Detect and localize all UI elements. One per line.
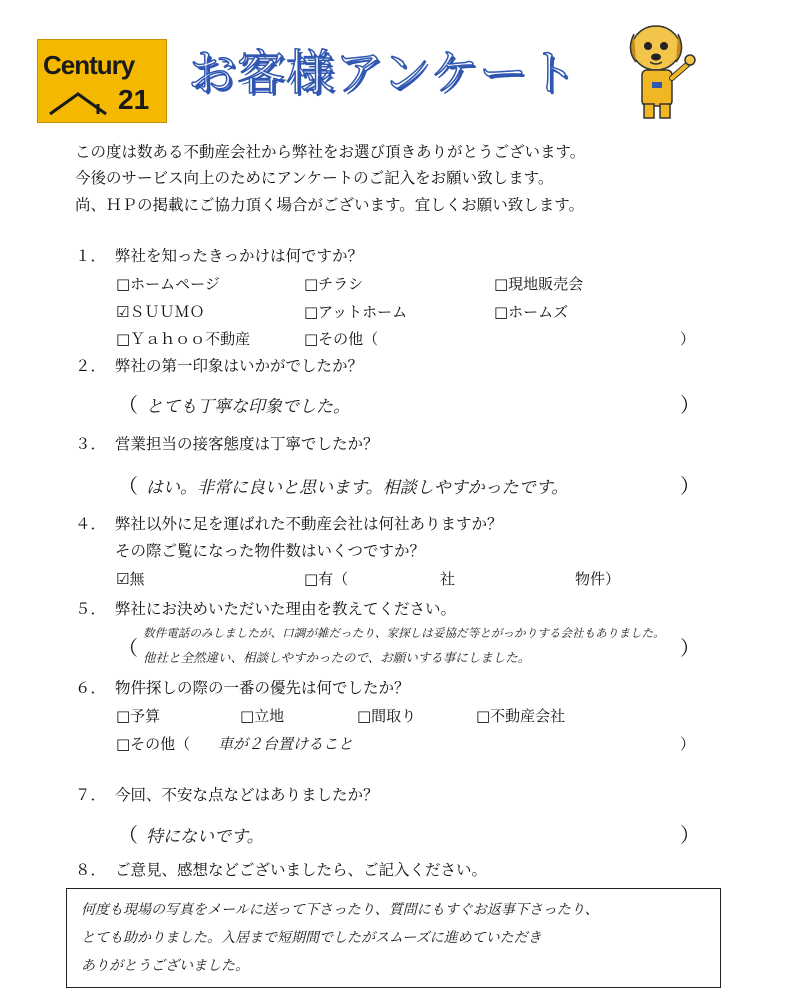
- answer-q2: とても丁寧な印象でした。: [146, 397, 350, 417]
- answer-q6: 車が２台置けること: [218, 735, 354, 753]
- logo-number: 21: [118, 84, 150, 115]
- house-roof-icon: [48, 86, 118, 116]
- question-4-sub: その際ご覧になった物件数はいくつですか？: [115, 542, 426, 560]
- intro-line-3: 尚、ＨＰの掲載にご協力頂く場合がございます。宜しくお願い致します。: [75, 196, 585, 214]
- option-other-close: ）: [680, 735, 696, 753]
- option-yahoo[interactable]: □Ｙａｈｏｏ不動産: [116, 330, 251, 348]
- answer-q5-line-2: 他社と全然違い、相談しやすかったので、お願いする事にしました。: [143, 650, 531, 665]
- question-2: [75, 354, 363, 376]
- comment-box[interactable]: [66, 888, 721, 988]
- question-8: [75, 858, 487, 880]
- answer-open-paren: （: [118, 823, 138, 847]
- answer-q7: 特にないです。: [146, 827, 264, 847]
- question-text: ご意見、感想などございましたら、ご記入ください。: [115, 861, 488, 879]
- option-open-house[interactable]: □現地販売会: [494, 275, 584, 293]
- option-location[interactable]: □立地: [240, 707, 285, 725]
- answer-q3: はい。非常に良いと思います。相談しやすかったです。: [146, 478, 569, 498]
- answer-close-paren: ）: [680, 474, 700, 498]
- question-number: ８．: [75, 861, 107, 879]
- option-floorplan[interactable]: □間取り: [357, 707, 417, 725]
- mascot-dog-icon: [622, 20, 714, 122]
- comment-line-3: ありがとうございました。: [81, 958, 249, 974]
- comment-line-2: とても助かりました。入居まで短期間でしたがスムーズに進めていただき: [81, 930, 542, 946]
- option-other[interactable]: □その他（: [304, 330, 379, 348]
- option-other-close: ）: [680, 330, 696, 348]
- answer-open-paren: （: [118, 636, 138, 660]
- question-text: 営業担当の接客態度は丁寧でしたか？: [115, 435, 379, 453]
- question-number: １．: [75, 247, 107, 265]
- question-text: 弊社を知ったきっかけは何ですか？: [115, 247, 364, 265]
- question-text: 今回、不安な点などはありましたか？: [115, 786, 379, 804]
- question-number: ４．: [75, 515, 107, 533]
- question-3: [75, 432, 379, 454]
- option-homepage[interactable]: □ホームページ: [116, 275, 220, 293]
- page-title: お客様アンケート: [188, 45, 578, 101]
- question-5: [75, 597, 456, 619]
- option-athome[interactable]: □アットホーム: [304, 303, 408, 321]
- question-7: [75, 783, 379, 805]
- question-1: [75, 244, 363, 266]
- option-homes[interactable]: □ホームズ: [494, 303, 569, 321]
- option-other[interactable]: □その他（: [116, 735, 191, 753]
- answer-close-paren: ）: [680, 636, 700, 660]
- option-none[interactable]: ☑無: [116, 570, 145, 588]
- answer-close-paren: ）: [680, 393, 700, 417]
- question-number: ２．: [75, 357, 107, 375]
- question-4: [75, 512, 503, 534]
- answer-close-paren: ）: [680, 823, 700, 847]
- option-yes[interactable]: □有（: [304, 570, 349, 588]
- intro-line-1: この度は数ある不動産会社から弊社をお選び頂きありがとうございます。: [75, 143, 586, 161]
- answer-open-paren: （: [118, 393, 138, 417]
- question-text: 弊社の第一印象はいかがでしたか？: [115, 357, 364, 375]
- question-text: 物件探しの際の一番の優先は何でしたか？: [115, 679, 410, 697]
- question-number: ７．: [75, 786, 107, 804]
- question-number: ３．: [75, 435, 107, 453]
- property-count-unit: 物件）: [575, 570, 621, 588]
- question-number: ６．: [75, 679, 107, 697]
- question-number: ５．: [75, 600, 107, 618]
- answer-open-paren: （: [118, 474, 138, 498]
- option-suumo[interactable]: ☑ＳＵＵＭＯ: [116, 303, 205, 321]
- question-6: [75, 676, 410, 698]
- option-chirashi[interactable]: □チラシ: [304, 275, 364, 293]
- answer-q5-line-1: 数件電話のみしましたが、口調が雑だったり、家探しは妥協だ等とがっかりする会社もありました。: [143, 626, 665, 640]
- comment-line-1: 何度も現場の写真をメールに送って下さったり、質問にもすぐお返事下さったり、: [81, 902, 599, 918]
- option-budget[interactable]: □予算: [116, 707, 161, 725]
- century21-logo: [37, 39, 167, 123]
- question-text: 弊社にお決めいただいた理由を教えてください。: [115, 600, 457, 618]
- question-text: 弊社以外に足を運ばれた不動産会社は何社ありますか？: [115, 515, 503, 533]
- intro-line-2: 今後のサービス向上のためにアンケートのご記入をお願い致します。: [75, 169, 554, 187]
- logo-wordmark: Century: [43, 50, 135, 80]
- option-agency[interactable]: □不動産会社: [476, 707, 566, 725]
- company-count-unit: 社: [440, 570, 456, 588]
